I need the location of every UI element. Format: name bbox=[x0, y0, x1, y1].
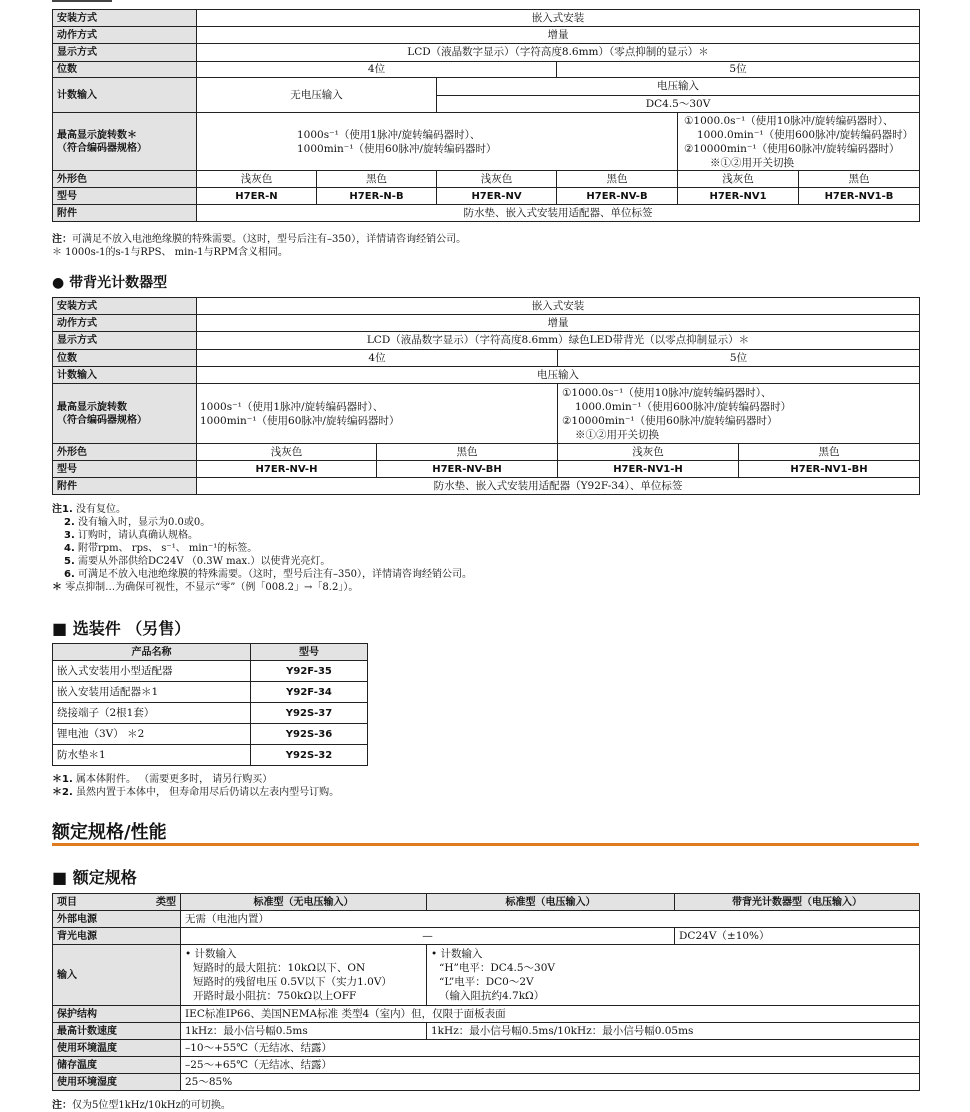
color-cell: 浅灰色 bbox=[437, 171, 557, 188]
accessory-value: 防水垫、嵌入式安装用适配器、单位标签 bbox=[197, 205, 920, 222]
action-value: 增量 bbox=[197, 315, 920, 332]
color-cell: 黑色 bbox=[317, 171, 437, 188]
label-digits: 位数 bbox=[53, 350, 197, 367]
note-key: 5. bbox=[64, 556, 75, 567]
label-model: 型号 bbox=[53, 188, 197, 205]
voltage-input: 电压输入 bbox=[437, 78, 920, 96]
option-model: Y92F-34 bbox=[251, 682, 368, 703]
digits-5: 5位 bbox=[557, 62, 920, 78]
backlight-power-dash: — bbox=[181, 928, 675, 945]
note-key: 6. bbox=[64, 569, 75, 580]
model-cell: H7ER-NV bbox=[437, 188, 557, 205]
note-key: 4. bbox=[64, 543, 75, 554]
input-line: 开路时最小阻抗：750kΩ以上OFF bbox=[193, 990, 357, 1002]
model-cell: H7ER-N-B bbox=[317, 188, 437, 205]
backlight-power-value: DC24V（±10%） bbox=[675, 928, 920, 945]
rpm-5digit bbox=[558, 384, 920, 444]
corner-item: 项目 bbox=[57, 896, 77, 908]
option-name: 嵌入式安装用小型适配器 bbox=[53, 661, 251, 682]
model-cell: H7ER-NV-BH bbox=[377, 461, 558, 478]
top-rule bbox=[52, 0, 112, 2]
table-row bbox=[53, 724, 368, 745]
note-key: 注： bbox=[52, 234, 72, 245]
label-color: 外形色 bbox=[53, 444, 197, 461]
notes-options bbox=[52, 773, 919, 799]
option-model: Y92S-37 bbox=[251, 703, 368, 724]
voltage-range: DC4.5～30V bbox=[437, 96, 920, 113]
label-operating-temp: 使用环境温度 bbox=[53, 1040, 181, 1057]
rpm5-line: ②10000min⁻¹（使用60脉冲/旋转编码器时） bbox=[684, 142, 900, 155]
note-text: 没有复位。 bbox=[75, 504, 126, 515]
input-line: “L”电平：DC0～2V bbox=[439, 976, 534, 988]
input-line: 短路时的残留电压 0.5V以下（实力1.0V） bbox=[193, 976, 392, 988]
note-line bbox=[52, 773, 919, 786]
operating-temp-value: –10～+55℃（无结冰、结露） bbox=[181, 1040, 920, 1057]
input-line: • 计数输入 bbox=[431, 948, 483, 960]
spec-table-standard bbox=[52, 9, 919, 222]
note-key: 注： bbox=[52, 1100, 72, 1111]
digits-5: 5位 bbox=[558, 350, 920, 367]
rpm-4digit bbox=[197, 113, 678, 171]
note-key: ＊ bbox=[52, 582, 62, 593]
rpm5-line: ①1000.0s⁻¹（使用10脉冲/旋转编码器时）、 bbox=[562, 386, 772, 399]
model-cell: H7ER-NV1 bbox=[678, 188, 799, 205]
label-max-rpm-line1: 最高显示旋转数 bbox=[57, 401, 127, 413]
storage-temp-value: –25～+65℃（无结冰、结露） bbox=[181, 1057, 920, 1074]
label-count-input: 计数输入 bbox=[53, 78, 197, 113]
input-line: “H”电平：DC4.5～30V bbox=[439, 962, 555, 974]
speed-value-1: 1kHz：最小信号幅0.5ms bbox=[181, 1023, 427, 1040]
label-backlight-power: 背光电源 bbox=[53, 928, 181, 945]
corner-type: 类型 bbox=[156, 896, 176, 908]
input-no-voltage bbox=[181, 945, 427, 1006]
label-input: 输入 bbox=[53, 945, 181, 1006]
label-max-speed: 最高计数速度 bbox=[53, 1023, 181, 1040]
protection-value: IEC标准IP66、美国NEMA标准 类型4（室内）但，仅限于面板表面 bbox=[181, 1006, 920, 1023]
mount-value: 嵌入式安装 bbox=[197, 298, 920, 315]
digits-4: 4位 bbox=[197, 350, 558, 367]
color-cell: 浅灰色 bbox=[197, 444, 377, 461]
label-accessory: 附件 bbox=[53, 478, 197, 495]
rpm-4digit bbox=[197, 384, 558, 444]
humidity-value: 25～85% bbox=[181, 1074, 920, 1091]
label-display: 显示方式 bbox=[53, 332, 197, 350]
note-text: 仅为5位型1kHz/10kHz的可切换。 bbox=[72, 1100, 231, 1111]
option-model: Y92F-35 bbox=[251, 661, 368, 682]
notes-ratings bbox=[52, 1099, 919, 1112]
label-accessory: 附件 bbox=[53, 205, 197, 222]
corner-cell bbox=[53, 894, 181, 911]
label-digits: 位数 bbox=[53, 62, 197, 78]
input-value: 电压输入 bbox=[197, 367, 920, 384]
input-line: （输入阻抗约4.7kΩ） bbox=[439, 990, 545, 1002]
table-row bbox=[53, 745, 368, 766]
note-line bbox=[52, 529, 919, 542]
note-text: 可满足不放入电池绝缘膜的特殊需要。（这时，型号后注有–350），详情请咨询经销公司。 bbox=[77, 569, 473, 580]
note-line bbox=[52, 568, 919, 581]
model-cell: H7ER-NV-B bbox=[557, 188, 678, 205]
note-key: 注1. bbox=[52, 504, 73, 515]
rpm4-line: 1000min⁻¹（使用60脉冲/旋转编码器时） bbox=[200, 414, 400, 427]
input-line: • 计数输入 bbox=[185, 948, 237, 960]
digits-4: 4位 bbox=[197, 62, 557, 78]
note-text: 没有输入时，显示为0.0或0。 bbox=[77, 517, 211, 528]
note-text: 可满足不放入电池绝缘膜的特殊需要。（这时，型号后注有–350），详情请咨询经销公司。 bbox=[72, 234, 467, 245]
mount-value: 嵌入式安装 bbox=[197, 10, 920, 27]
ratings-table bbox=[52, 893, 919, 1091]
label-humidity: 使用环境湿度 bbox=[53, 1074, 181, 1091]
col-header: 带背光计数器型（电压输入） bbox=[675, 894, 920, 911]
accessory-value: 防水垫、嵌入式安装用适配器（Y92F-34）、单位标签 bbox=[197, 478, 920, 495]
rpm5-line: ①1000.0s⁻¹（使用10脉冲/旋转编码器时）、 bbox=[684, 114, 894, 127]
ext-power-value: 无需（电池内置） bbox=[181, 911, 920, 928]
options-header-model: 型号 bbox=[251, 644, 368, 661]
display-value: LCD（液晶数字显示）（字符高度8.6mm）（零点抑制的显示）＊ bbox=[197, 44, 920, 62]
notes-backlight bbox=[52, 503, 919, 594]
note-key: ＊2. bbox=[52, 787, 73, 798]
label-mount: 安装方式 bbox=[53, 298, 197, 315]
rpm4-line: 1000s⁻¹（使用1脉冲/旋转编码器时）、 bbox=[297, 128, 481, 141]
input-line: 短路时的最大阻抗：10kΩ以下、ON bbox=[193, 962, 366, 974]
display-value: LCD（液晶数字显示）（字符高度8.6mm）绿色LED带背光（以零点抑制显示）＊ bbox=[197, 332, 920, 350]
col-header: 标准型（电压输入） bbox=[427, 894, 675, 911]
rpm4-line: 1000s⁻¹（使用1脉冲/旋转编码器时）、 bbox=[200, 400, 384, 413]
note-text: 附带rpm、 rps、 s⁻¹、 min⁻¹的标签。 bbox=[77, 543, 258, 554]
action-value: 增量 bbox=[197, 27, 920, 44]
color-cell: 黑色 bbox=[799, 171, 920, 188]
note-text: ＊ 1000s-1的s-1与RPS、 min-1与RPM含义相同。 bbox=[52, 247, 289, 258]
heading-ratings: 额定规格/性能 bbox=[52, 822, 167, 843]
label-action: 动作方式 bbox=[53, 315, 197, 332]
table-row bbox=[53, 703, 368, 724]
rpm4-line: 1000min⁻¹（使用60脉冲/旋转编码器时） bbox=[297, 142, 497, 155]
rpm5-line: 1000.0min⁻¹（使用600脉冲/旋转编码器时） bbox=[575, 400, 792, 413]
col-header: 标准型（无电压输入） bbox=[181, 894, 427, 911]
option-name: 防水垫＊1 bbox=[53, 745, 251, 766]
heading-options: ■ 选装件 （另售） bbox=[52, 619, 191, 638]
label-mount: 安装方式 bbox=[53, 10, 197, 27]
model-cell: H7ER-N bbox=[197, 188, 317, 205]
label-count-input: 计数输入 bbox=[53, 367, 197, 384]
color-cell: 浅灰色 bbox=[197, 171, 317, 188]
note-text: 属本体附件。 （需要更多时， 请另行购买） bbox=[75, 774, 273, 785]
input-voltage bbox=[427, 945, 920, 1006]
note-key: ＊1. bbox=[52, 774, 73, 785]
color-cell: 浅灰色 bbox=[558, 444, 739, 461]
speed-value-2: 1kHz：最小信号幅0.5ms/10kHz：最小信号幅0.05ms bbox=[427, 1023, 920, 1040]
note-line bbox=[52, 503, 919, 516]
note-text: 需要从外部供给DC24V （0.3W max.）以使背光亮灯。 bbox=[77, 556, 331, 567]
label-max-rpm-line2: （符合编码器规格） bbox=[57, 414, 147, 426]
label-storage-temp: 储存温度 bbox=[53, 1057, 181, 1074]
heading-backlight: ● 带背光计数器型 bbox=[52, 275, 168, 291]
notes-standard bbox=[52, 233, 919, 259]
model-cell: H7ER-NV1-H bbox=[558, 461, 739, 478]
label-max-rpm bbox=[53, 113, 197, 171]
color-cell: 黑色 bbox=[377, 444, 558, 461]
rpm5-line: ※①②用开关切换 bbox=[710, 156, 794, 169]
model-cell: H7ER-NV1-BH bbox=[739, 461, 920, 478]
option-model: Y92S-32 bbox=[251, 745, 368, 766]
model-cell: H7ER-NV-H bbox=[197, 461, 377, 478]
note-line bbox=[52, 555, 919, 568]
options-header-name: 产品名称 bbox=[53, 644, 251, 661]
label-max-rpm-line1: 最高显示旋转数＊ bbox=[57, 129, 137, 141]
label-max-rpm bbox=[53, 384, 197, 444]
label-color: 外形色 bbox=[53, 171, 197, 188]
color-cell: 黑色 bbox=[557, 171, 678, 188]
option-name: 嵌入安装用适配器＊1 bbox=[53, 682, 251, 703]
options-table bbox=[52, 643, 367, 766]
note-text: 零点抑制…为确保可视性，不显示“零”（例「008.2」→「8.2」）。 bbox=[65, 582, 359, 593]
color-cell: 黑色 bbox=[739, 444, 920, 461]
rpm5-line: ※①②用开关切换 bbox=[575, 428, 659, 441]
option-model: Y92S-36 bbox=[251, 724, 368, 745]
note-line bbox=[52, 786, 919, 799]
label-ext-power: 外部电源 bbox=[53, 911, 181, 928]
note-line bbox=[52, 516, 919, 529]
table-row bbox=[53, 661, 368, 682]
note-key: 2. bbox=[64, 517, 75, 528]
table-row bbox=[53, 682, 368, 703]
color-cell: 浅灰色 bbox=[678, 171, 799, 188]
no-voltage-input: 无电压输入 bbox=[197, 78, 437, 113]
rpm5-line: ②10000min⁻¹（使用60脉冲/旋转编码器时） bbox=[562, 414, 778, 427]
label-model: 型号 bbox=[53, 461, 197, 478]
note-line bbox=[52, 542, 919, 555]
option-name: 绕接端子（2根1套） bbox=[53, 703, 251, 724]
note-line bbox=[52, 581, 919, 594]
model-cell: H7ER-NV1-B bbox=[799, 188, 920, 205]
heading-rated: ■ 额定规格 bbox=[52, 868, 137, 887]
note-key: 3. bbox=[64, 530, 75, 541]
rpm5-line: 1000.0min⁻¹（使用600脉冲/旋转编码器时） bbox=[697, 128, 914, 141]
spec-table-backlight bbox=[52, 297, 919, 495]
label-action: 动作方式 bbox=[53, 27, 197, 44]
note-text: 订购时，请认真确认规格。 bbox=[77, 530, 198, 541]
rpm-5digit bbox=[678, 113, 920, 171]
label-protection: 保护结构 bbox=[53, 1006, 181, 1023]
orange-rule bbox=[52, 843, 919, 846]
note-text: 虽然内置于本体中， 但寿命用尽后仍请以左表内型号订购。 bbox=[75, 787, 340, 798]
label-display: 显示方式 bbox=[53, 44, 197, 62]
option-name: 锂电池（3V） ＊2 bbox=[53, 724, 251, 745]
label-max-rpm-line2: （符合编码器规格） bbox=[57, 142, 147, 154]
